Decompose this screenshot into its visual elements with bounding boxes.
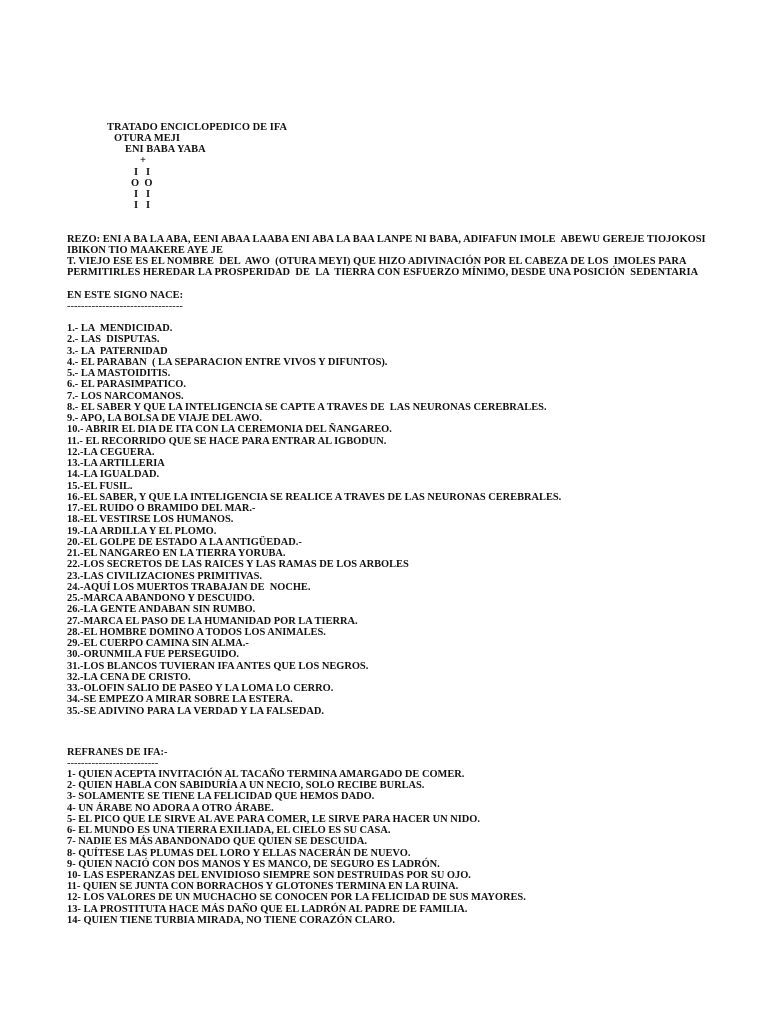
sign-row-1: I I [134,167,151,178]
list-item: 25.-MARCA ABANDONO Y DESCUIDO. [67,593,255,604]
proverb-item: 8- QUÍTESE LAS PLUMAS DEL LORO Y ELLAS NACERÁN DE NUEVO. [67,847,411,859]
document-title: TRATADO ENCICLOPEDICO DE IFA [107,122,288,133]
proverb-item: 10- LAS ESPERANZAS DEL ENVIDIOSO SIEMPRE SON DESTRUIDAS POR SU OJO. [67,869,471,881]
list-item: 35.-SE ADIVINO PARA LA VERDAD Y LA FALSEDAD. [67,705,325,717]
list-item: 14.-LA IGUALDAD. [67,469,160,481]
sign-row-4: I I [134,200,151,211]
rezo-line-1: REZO: ENI A BA LA ABA, EENI ABAA LAABA ENI ABA LA BAA LANPE NI BABA, ADIFAFUN IMOLE ABEWU GEREJE TIOJOKOSI [67,234,706,245]
list-item: 1.- LA MENDICIDAD. [67,323,173,334]
sign-row-2: O O [131,178,153,189]
list-item: 17.-EL RUIDO O BRAMIDO DEL MAR.- [67,503,256,514]
proverb-item: 9- QUIEN NACIÓ CON DOS MANOS Y ES MANCO, DE SEGURO ES LADRÓN. [67,858,440,870]
list-item: 21.-EL NANGAREO EN LA TIERRA YORUBA. [67,548,286,559]
list-item: 22.-LOS SECRETOS DE LAS RAICES Y LAS RAMAS DE LOS ARBOLES [67,559,409,571]
proverb-item: 6- EL MUNDO ES UNA TIERRA EXILIADA, EL CIELO ES SU CASA. [67,825,391,837]
sign-mark: + [140,155,146,166]
nace-rule: --------------------------------- [67,301,183,312]
list-item: 15.-EL FUSIL. [67,480,133,492]
nace-list [67,323,561,717]
list-item: 19.-LA ARDILLA Y EL PLOMO. [67,525,217,537]
list-item: 2.- LAS DISPUTAS. [67,334,160,346]
proverb-item: 5- EL PICO QUE LE SIRVE AL AVE PARA COMER, LE SIRVE PARA HACER UN NIDO. [67,813,480,825]
rezo-line-4: PERMITIRLES HEREDAR LA PROSPERIDAD DE LA TIERRA CON ESFUERZO MÍNIMO, DESDE UNA POSICIÓN SEDENTARIA [67,267,699,278]
proverb-item: 4- UN ÁRABE NO ADORA A OTRO ÁRABE. [67,802,274,814]
list-item: 7.- LOS NARCOMANOS. [67,390,184,402]
list-item: 5.- LA MASTOIDITIS. [67,368,171,379]
list-item: 8.- EL SABER Y QUE LA INTELIGENCIA SE CAPTE A TRAVES DE LAS NEURONAS CEREBRALES. [67,401,547,413]
sign-name: OTURA MEJI [114,133,181,144]
list-item: 28.-EL HOMBRE DOMINO A TODOS LOS ANIMALES. [67,626,326,638]
refranes-list [67,769,526,926]
list-item: 13.-LA ARTILLERIA [67,458,165,469]
refranes-heading: REFRANES DE IFA:- [67,747,168,758]
list-item: 18.-EL VESTIRSE LOS HUMANOS. [67,514,234,526]
proverb-item: 12- LOS VALORES DE UN MUCHACHO SE CONOCEN POR LA FELICIDAD DE SUS MAYORES. [67,892,526,904]
list-item: 31.-LOS BLANCOS TUVIERAN IFA ANTES QUE LOS NEGROS. [67,660,369,672]
proverb-item: 1- QUIEN ACEPTA INVITACIÓN AL TACAÑO TERMINA AMARGADO DE COMER. [67,769,465,780]
list-item: 4.- EL PARABAN ( LA SEPARACION ENTRE VIVOS Y DIFUNTOS). [67,356,388,368]
list-item: 24.-AQUÍ LOS MUERTOS TRABAJAN DE NOCHE. [67,581,311,593]
list-item: 12.-LA CEGUERA. [67,446,155,458]
proverb-item: 13- LA PROSTITUTA HACE MÁS DAÑO QUE EL LADRÓN AL PADRE DE FAMILIA. [67,903,468,915]
list-item: 10.- ABRIR EL DIA DE ITA CON LA CEREMONIA DEL ÑANGAREO. [67,424,392,436]
list-item: 30.-ORUNMILA FUE PERSEGUIDO. [67,649,240,661]
list-item: 16.-EL SABER, Y QUE LA INTELIGENCIA SE REALICE A TRAVES DE LAS NEURONAS CEREBRALES. [67,491,562,503]
list-item: 9.- APO, LA BOLSA DE VIAJE DEL AWO. [67,413,262,424]
list-item: 34.-SE EMPEZO A MIRAR SOBRE LA ESTERA. [67,694,293,706]
sign-alias: ENI BABA YABA [125,144,206,155]
proverb-item: 14- QUIEN TIENE TURBIA MIRADA, NO TIENE CORAZÓN CLARO. [67,914,395,926]
proverb-item: 3- SOLAMENTE SE TIENE LA FELICIDAD QUE HEMOS DADO. [67,791,375,803]
proverb-item: 11- QUIEN SE JUNTA CON BORRACHOS Y GLOTONES TERMINA EN LA RUINA. [67,881,459,893]
list-item: 32.-LA CENA DE CRISTO. [67,671,191,683]
list-item: 23.-LAS CIVILIZACIONES PRIMITIVAS. [67,570,262,582]
list-item: 27.-MARCA EL PASO DE LA HUMANIDAD POR LA TIERRA. [67,615,358,627]
list-item: 33.-OLOFIN SALIO DE PASEO Y LA LOMA LO CERRO. [67,683,334,694]
rezo-line-3: T. VIEJO ESE ES EL NOMBRE DEL AWO (OTURA MEYI) QUE HIZO ADIVINACIÓN POR EL CABEZA DE LOS IMOLES PARA [67,256,687,267]
list-item: 11.- EL RECORRIDO QUE SE HACE PARA ENTRAR AL IGBODUN. [67,435,387,447]
proverb-item: 2- QUIEN HABLA CON SABIDURÍA A UN NECIO, SOLO RECIBE BURLAS. [67,780,425,792]
nace-heading: EN ESTE SIGNO NACE: [67,290,184,301]
list-item: 3.- LA PATERNIDAD [67,345,168,357]
refranes-rule: -------------------------- [67,758,159,769]
list-item: 29.-EL CUERPO CAMINA SIN ALMA.- [67,638,249,649]
list-item: 6.- EL PARASIMPATICO. [67,379,186,391]
sign-row-3: I I [134,189,151,200]
list-item: 26.-LA GENTE ANDABAN SIN RUMBO. [67,604,256,616]
list-item: 20.-EL GOLPE DE ESTADO A LA ANTIGÜEDAD.- [67,536,302,548]
proverb-item: 7- NADIE ES MÁS ABANDONADO QUE QUIEN SE DESCUIDA. [67,836,367,848]
rezo-line-2: IBIKON TIO MAAKERE AYE JE [67,245,223,256]
